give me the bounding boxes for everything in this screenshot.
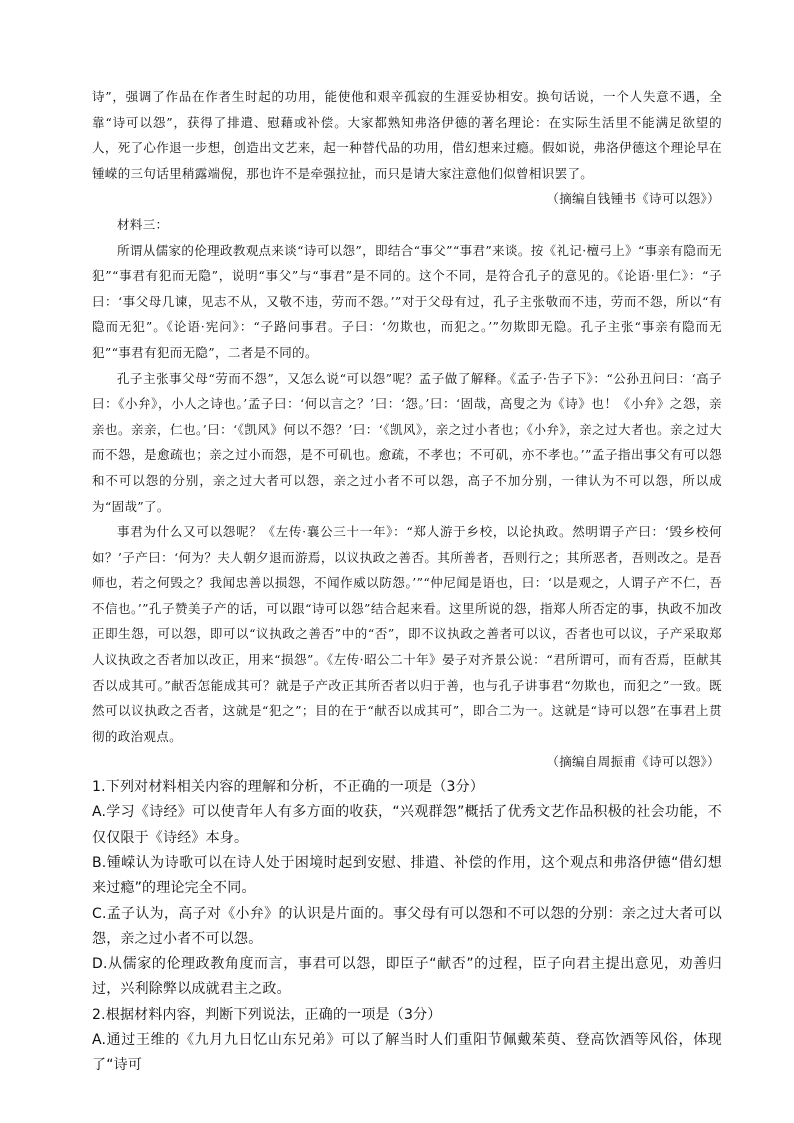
question-1-option-a: A.学习《诗经》可以使青年人有多方面的收获，“兴观群怨”概括了优秀文艺作品积极的社会功能，不仅仅限于《诗经》本身。 [92, 804, 722, 846]
source-citation-2: （摘编自周振甫《诗可以怨》） [546, 754, 720, 770]
question-2-option-a: A.通过王维的《九月九日忆山东兄弟》可以了解当时人们重阳节佩戴茱萸、登高饮酒等风俗，体现了“诗可 [92, 1032, 722, 1074]
material-3-paragraph-2: 孔子主张事父母“劳而不怨”，又怎么说“可以怨”呢？孟子做了解释。《孟子·告子下》：“公孙丑问曰：‘高子曰：《小弁》，小人之诗也。’孟子曰：‘何以言之？’曰：‘怨。’曰：‘固哉，高叟之为《诗》也！《小弁》之怨，亲亲也。亲亲，仁也。’曰：‘《凯风》何以不怨？’曰：‘《凯风》，亲之过小者也；《小弁》，亲之过大者也。亲之过大而不怨，是愈疏也；亲之过小而怨，是不可矶也。愈疏，不孝也；不可矶，亦不孝也。’”孟子指出事父有可以怨和不可以怨的分别，亲之过大者可以怨，亲之过小者不可以怨，高子不加分别，一律认为不可以怨，所以成为“固哉”了。 [92, 370, 722, 514]
exam-page [92, 84, 722, 1079]
material-3-paragraph-1: 所谓从儒家的伦理政教观点来谈“诗可以怨”，即结合“事父”“事君”来谈。按《礼记·檀弓上》“事亲有隐而无犯”“事君有犯而无隐”，说明“事父”与“事君”是不同的。这个不同，是符合孔子的意见的。《论语·里仁》：“子曰：‘事父母几谏，见志不从，又敬不违，劳而不怨。’”对于父母有过，孔子主张敬而不违，劳而不怨，所以“有隐而无犯”。《论语·宪问》：“子路问事君。子曰：‘勿欺也，而犯之。’”勿欺即无隐。孔子主张“事亲有隐而无犯”“事君有犯而无隐”，二者是不同的。 [92, 242, 722, 360]
source-citation-1: （摘编自钱锺书《诗可以怨》） [546, 191, 720, 207]
question-1-option-d: D.从儒家的伦理政教角度而言，事君可以怨，即臣子“献否”的过程，臣子向君主提出意见，劝善归过，兴利除弊以成就君主之政。 [92, 956, 722, 998]
question-2-stem: 2.根据材料内容，判断下列说法，正确的一项是（3分） [92, 1006, 442, 1023]
question-1-option-b: B.锺嵘认为诗歌可以在诗人处于困境时起到安慰、排遣、补偿的作用，这个观点和弗洛伊德“借幻想来过瘾”的理论完全不同。 [92, 854, 722, 897]
material-3-heading: 材料三： [117, 216, 169, 232]
passage-continued: 诗”，强调了作品在作者生时起的功用，能使他和艰辛孤寂的生涯妥协相安。换句话说，一个人失意不遇，全靠“诗可以怨”，获得了排遣、慰藉或补偿。大家都熟知弗洛伊德的著名理论：在实际生活里不能满足欲望的人，死了心作退一步想，创造出文艺来，起一种替代品的功用，借幻想来过瘾。假如说，弗洛伊德这个理论早在锺嵘的三句话里稍露端倪，那也许不是牵强拉扯，而只是请大家注意他们似曾相识罢了。 [92, 89, 722, 181]
question-1-option-c: C.孟子认为，高子对《小弁》的认识是片面的。事父母有可以怨和不可以怨的分别：亲之过大者可以怨，亲之过小者不可以怨。 [92, 905, 722, 947]
question-1-stem: 1.下列对材料相关内容的理解和分析，不正确的一项是（3分） [92, 779, 485, 796]
material-3-paragraph-3: 事君为什么又可以怨呢？《左传·襄公三十一年》：“郑人游于乡校，以论执政。然明谓子产曰：‘毁乡校何如？’子产曰：‘何为？夫人朝夕退而游焉，以议执政之善否。其所善者，吾则行之；其所恶者，吾则改之。是吾师也，若之何毁之？我闻忠善以损怨，不闻作威以防怨。’”“仲尼闻是语也，曰：‘以是观之，人谓子产不仁，吾不信也。’”孔子赞美子产的话，可以跟“诗可以怨”结合起来看。这里所说的怨，指郑人所否定的事，执政不加改正即生怨，可以怨，即可以“议执政之善否”中的“否”，即不议执政之善者可以议，否者也可以议，子产采取郑人议执政之否者加以改正，用来“损怨”。《左传·昭公二十年》晏子对齐景公说：“君所谓可，而有否焉，臣献其否以成其可。”献否怎能成其可？就是子产改正其所否者以归于善，也与孔子讲事君“勿欺也，而犯之”一致。既然可以议执政之否者，这就是“犯之”；目的在于“献否以成其可”，即合二为一。这就是“诗可以怨”在事君上贯彻的政治观点。 [92, 524, 722, 744]
